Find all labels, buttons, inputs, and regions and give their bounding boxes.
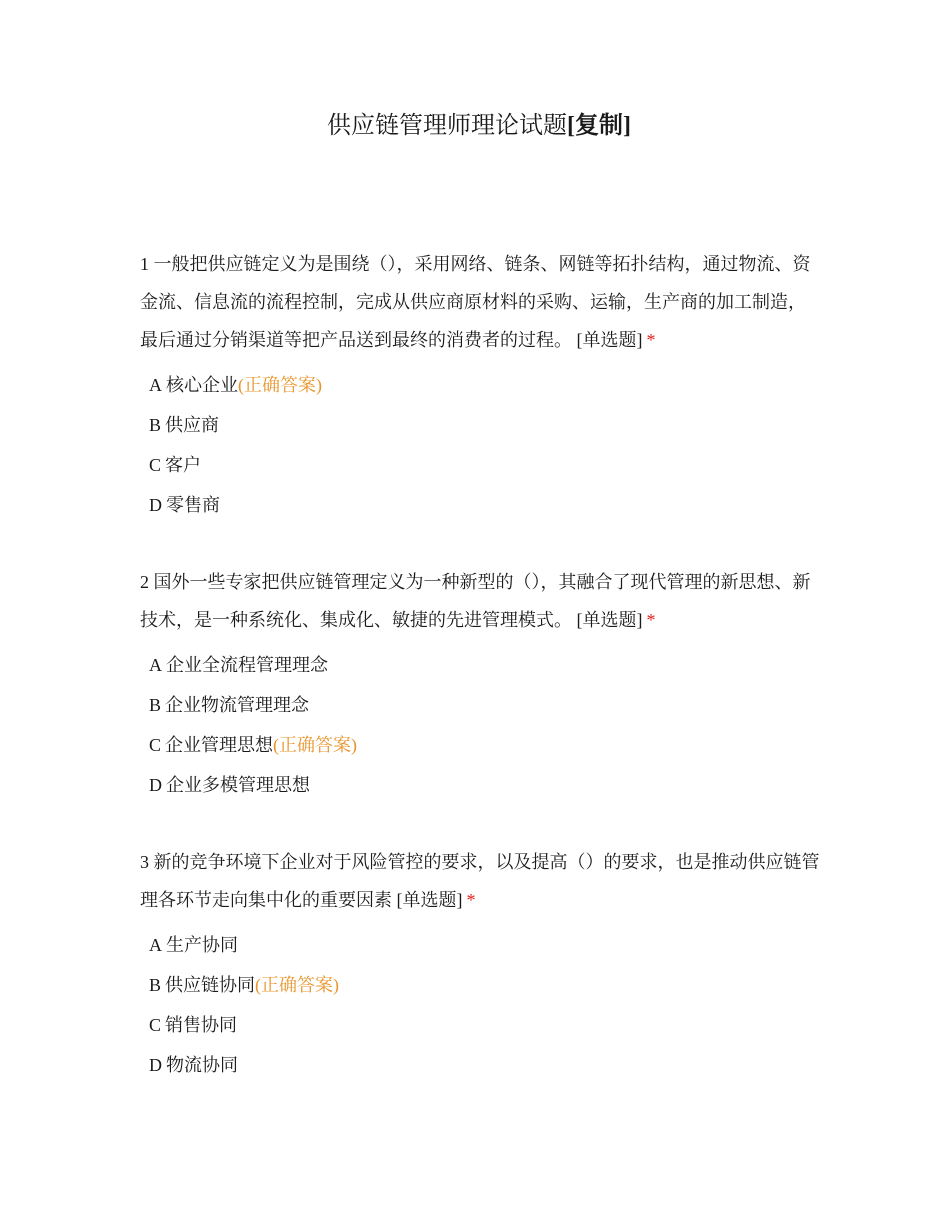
question-type-label: [单选题] [576, 610, 643, 630]
option-d[interactable] [140, 1045, 820, 1085]
required-mark: * [646, 330, 656, 350]
option-list [140, 645, 820, 805]
page-title [0, 108, 950, 144]
option-text: 供应商 [165, 415, 220, 435]
question-type-label: [单选题] [576, 330, 643, 350]
option-letter: D [149, 1055, 162, 1075]
option-c[interactable] [140, 1005, 820, 1045]
option-text: 企业物流管理理念 [165, 695, 310, 715]
option-letter: C [149, 1015, 162, 1035]
option-b[interactable] [140, 965, 820, 1005]
question-stem [140, 563, 820, 639]
page-title-suffix: [复制] [567, 113, 631, 139]
option-letter: A [149, 655, 162, 675]
correct-answer-note: (正确答案) [255, 975, 340, 995]
question-text: 国外一些专家把供应链管理定义为一种新型的（），其融合了现代管理的新思想、新技术，是一种系统化、集成化、敏捷的先进管理模式。 [140, 572, 811, 630]
question-1 [140, 245, 820, 525]
option-a[interactable] [140, 365, 820, 405]
option-text: 客户 [165, 455, 202, 475]
correct-answer-note: (正确答案) [273, 735, 358, 755]
option-text: 企业管理思想 [165, 735, 274, 755]
option-text: 供应链协同 [165, 975, 256, 995]
option-letter: B [149, 975, 162, 995]
option-b[interactable] [140, 685, 820, 725]
option-d[interactable] [140, 485, 820, 525]
option-c[interactable] [140, 445, 820, 485]
option-letter: A [149, 375, 162, 395]
question-stem [140, 245, 820, 359]
question-3 [140, 843, 820, 1085]
option-letter: D [149, 775, 162, 795]
option-letter: B [149, 415, 162, 435]
option-letter: B [149, 695, 162, 715]
question-number: 1 [140, 254, 149, 274]
question-number: 3 [140, 852, 149, 872]
option-text: 零售商 [166, 495, 220, 515]
option-text: 企业多模管理思想 [166, 775, 310, 795]
option-a[interactable] [140, 645, 820, 685]
option-text: 生产协同 [166, 935, 238, 955]
required-mark: * [466, 890, 476, 910]
question-stem [140, 843, 820, 919]
option-text: 物流协同 [166, 1055, 238, 1075]
option-letter: C [149, 455, 162, 475]
option-list [140, 925, 820, 1085]
option-a[interactable] [140, 925, 820, 965]
option-b[interactable] [140, 405, 820, 445]
option-letter: A [149, 935, 162, 955]
option-letter: D [149, 495, 162, 515]
option-text: 企业全流程管理理念 [166, 655, 328, 675]
question-2 [140, 563, 820, 805]
question-number: 2 [140, 572, 149, 592]
option-letter: C [149, 735, 162, 755]
option-text: 核心企业 [166, 375, 238, 395]
page-title-main: 供应链管理师理论试题 [327, 113, 567, 139]
correct-answer-note: (正确答案) [238, 375, 322, 395]
option-c[interactable] [140, 725, 820, 765]
option-d[interactable] [140, 765, 820, 805]
question-type-label: [单选题] [396, 890, 463, 910]
question-text: 新的竞争环境下企业对于风险管控的要求，以及提高（）的要求，也是推动供应链管理各环节走向集中化的重要因素 [140, 852, 820, 910]
option-list [140, 365, 820, 525]
question-text: 一般把供应链定义为是围绕（），采用网络、链条、网链等拓扑结构，通过物流、资金流、信息流的流程控制，完成从供应商原材料的采购、运输，生产商的加工制造，最后通过分销渠道等把产品送到最终的消费者的过程。 [140, 254, 811, 350]
option-text: 销售协同 [165, 1015, 238, 1035]
required-mark: * [646, 610, 656, 630]
